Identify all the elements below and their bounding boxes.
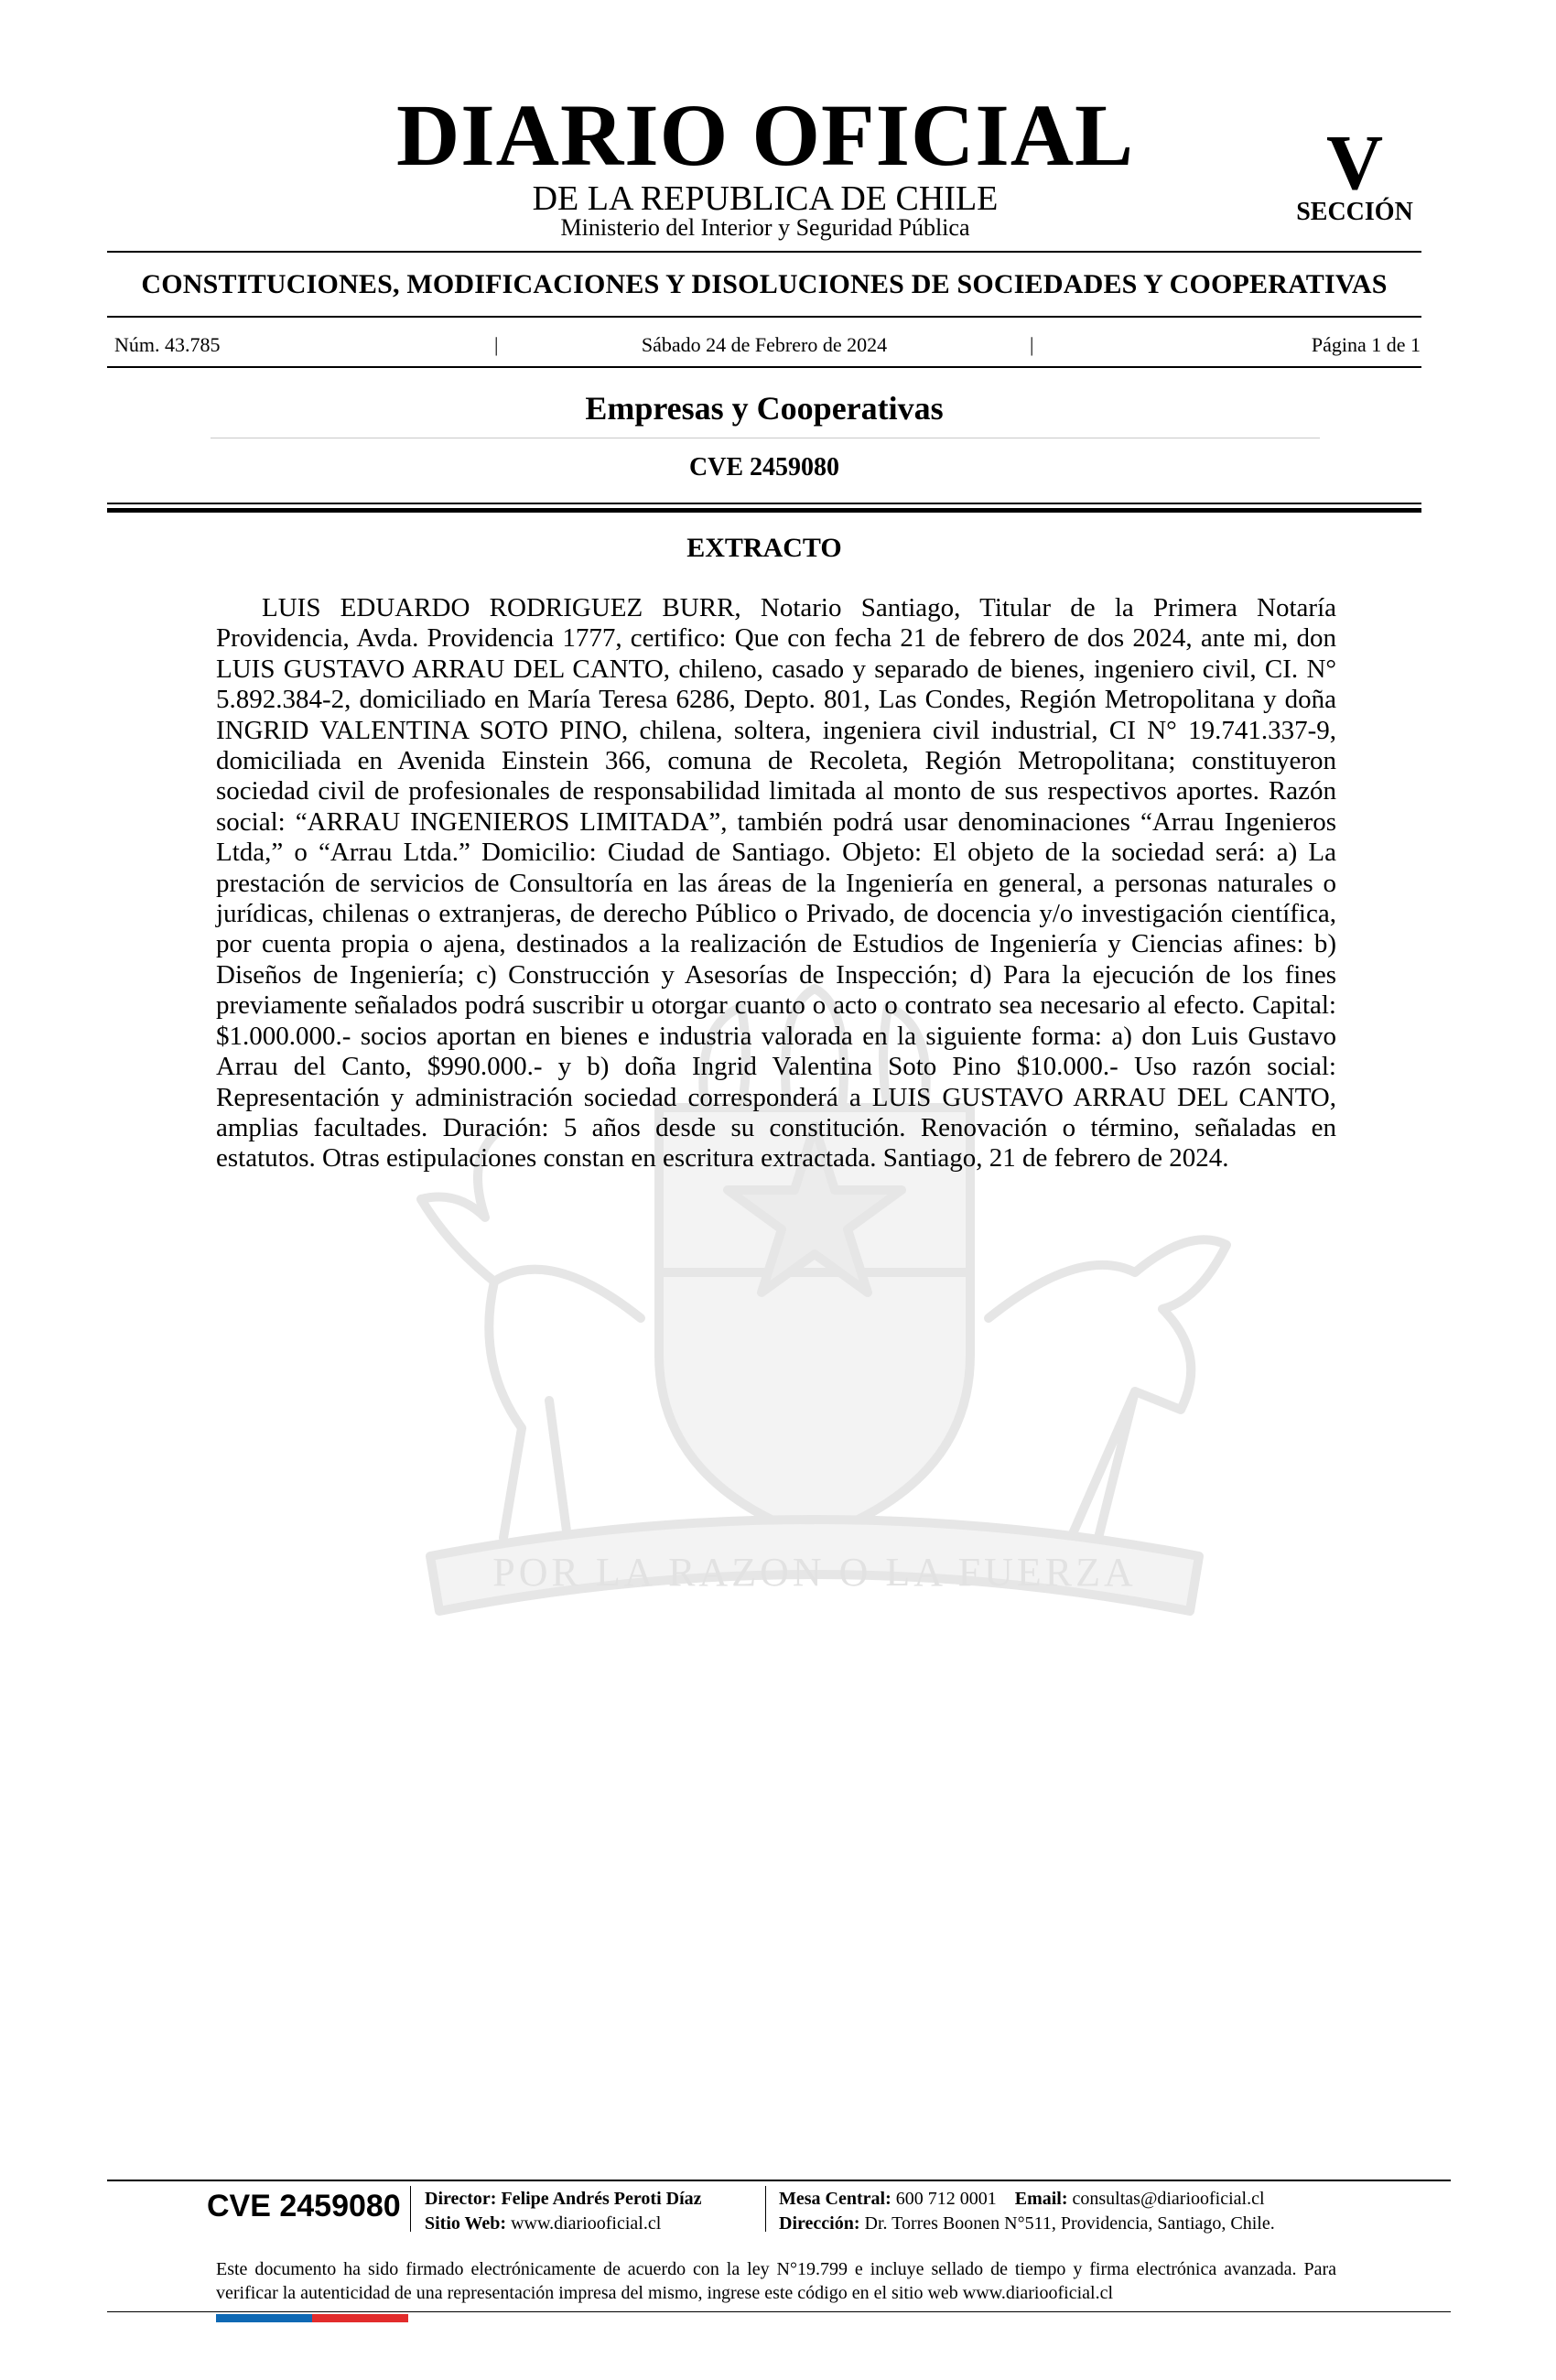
category-title: Empresas y Cooperativas xyxy=(585,390,944,427)
issue-number: Núm. 43.785 xyxy=(114,333,221,356)
footer-contact-block xyxy=(779,2187,1275,2236)
masthead-title: DIARIO OFICIAL xyxy=(395,86,1135,184)
issue-separator: | xyxy=(1030,333,1034,356)
phone-value: 600 712 0001 xyxy=(895,2189,997,2209)
director-label: Director: xyxy=(425,2189,497,2209)
extract-title: EXTRACTO xyxy=(686,533,842,563)
footer-divider xyxy=(765,2186,766,2232)
footer-divider xyxy=(410,2186,411,2232)
watermark-motto: POR LA RAZON O LA FUERZA xyxy=(492,1550,1137,1595)
footer-rule xyxy=(107,2180,1451,2181)
extract-rule-1 xyxy=(107,503,1421,504)
extract-body: LUIS EDUARDO RODRIGUEZ BURR, Notario Santiago, Titular de la Primera Notaría Providencia, Avda. Providencia 1777, certifico: Que con fecha 21 de febrero de dos 2024, ante mi, don LUIS GUSTAVO ARRAU DEL CANTO, chileno, casado y separado de bienes, ingeniero civil, CI. N° 5.892.384-2, domiciliado en María Teresa 6286, Depto. 801, Las Condes, Región Metropolitana y doña INGRID VALENTINA SOTO PINO, chilena, soltera, ingeniera civil industrial, CI N° 19.741.337-9, domiciliada en Avenida Einstein 366, comuna de Recoleta, Región Metropolitana; constituyeron sociedad civil de profesionales de responsabilidad limitada al monto de sus respectivos aportes. Razón social: “ARRAU INGENIEROS LIMITADA”, también podrá usar denominaciones “Arrau Ingenieros Ltda,” o “Arrau Ltda.” Domicilio: Ciudad de Santiago. Objeto: El objeto de la sociedad será: a) La prestación de servicios de Consultoría en las áreas de la Ingeniería en general, a personas naturales o jurídicas, chilenas o extranjeras, de derecho Público o Privado, de docencia y/o investigación científica, por cuenta propia o ajena, destinados a la realización de Estudios de Ingeniería y Ciencias afines: b) Diseños de Ingeniería; c) Construcción y Asesorías de Inspección; d) Para la ejecución de los fines previamente señalados podrá suscribir u otorgar cuanto o acto o contrato sea necesario al efecto. Capital: $1.000.000.- socios aportan en bienes e industria valorada en la siguiente forma: a) don Luis Gustavo Arrau del Canto, $990.000.- y b) doña Ingrid Valentina Soto Pino $10.000.- Uso razón social: Representación y administración sociedad corresponderá a LUIS GUSTAVO ARRAU DEL CANTO, amplias facultades. Duración: 5 años desde su constitución. Renovación o término, señaladas en estatutos. Otras estipulaciones constan en escritura extractada. Santiago, 21 de febrero de 2024. xyxy=(216,593,1336,1174)
issue-page: Página 1 de 1 xyxy=(1311,333,1421,356)
phone-label: Mesa Central: xyxy=(779,2189,891,2209)
header-rule-mid xyxy=(107,316,1421,318)
section-title: CONSTITUCIONES, MODIFICACIONES Y DISOLUCIONES DE SOCIEDADES Y COOPERATIVAS xyxy=(141,269,1388,299)
masthead-ministry: Ministerio del Interior y Seguridad Pública xyxy=(560,214,970,241)
section-word: SECCIÓN xyxy=(1296,198,1413,226)
site-link[interactable]: www.diariooficial.cl xyxy=(511,2213,662,2234)
email-link[interactable]: consultas@diariooficial.cl xyxy=(1072,2189,1265,2209)
footer-director-block xyxy=(425,2187,702,2236)
masthead-subtitle: DE LA REPUBLICA DE CHILE xyxy=(532,179,999,218)
flag-bar-blue xyxy=(216,2314,312,2322)
issue-date: Sábado 24 de Febrero de 2024 xyxy=(641,333,888,356)
extract-rule-2 xyxy=(107,508,1421,513)
header-rule-top xyxy=(107,251,1421,253)
footer-cve: CVE 2459080 xyxy=(207,2189,401,2223)
footer-rule-bottom xyxy=(107,2311,1451,2312)
flag-bar-red xyxy=(312,2314,408,2322)
section-letter: V xyxy=(1325,118,1384,206)
header-rule-bottom xyxy=(107,366,1421,368)
issue-separator: | xyxy=(494,333,499,356)
email-label: Email: xyxy=(1014,2189,1068,2209)
director-name: Felipe Andrés Peroti Díaz xyxy=(501,2189,702,2209)
site-label: Sitio Web: xyxy=(425,2213,507,2234)
footer-legal-text: Este documento ha sido firmado electrónicamente de acuerdo con la ley N°19.799 e incluye sellado de tiempo y firma electrónica avanzada. Para verificar la autenticidad de una representación impresa del mismo, ingrese este código en el sitio web www.diariooficial.cl xyxy=(216,2259,1336,2303)
address-label: Dirección: xyxy=(779,2213,860,2234)
address-value: Dr. Torres Boonen N°511, Providencia, Santiago, Chile. xyxy=(864,2213,1275,2234)
cve-code: CVE 2459080 xyxy=(688,453,840,481)
